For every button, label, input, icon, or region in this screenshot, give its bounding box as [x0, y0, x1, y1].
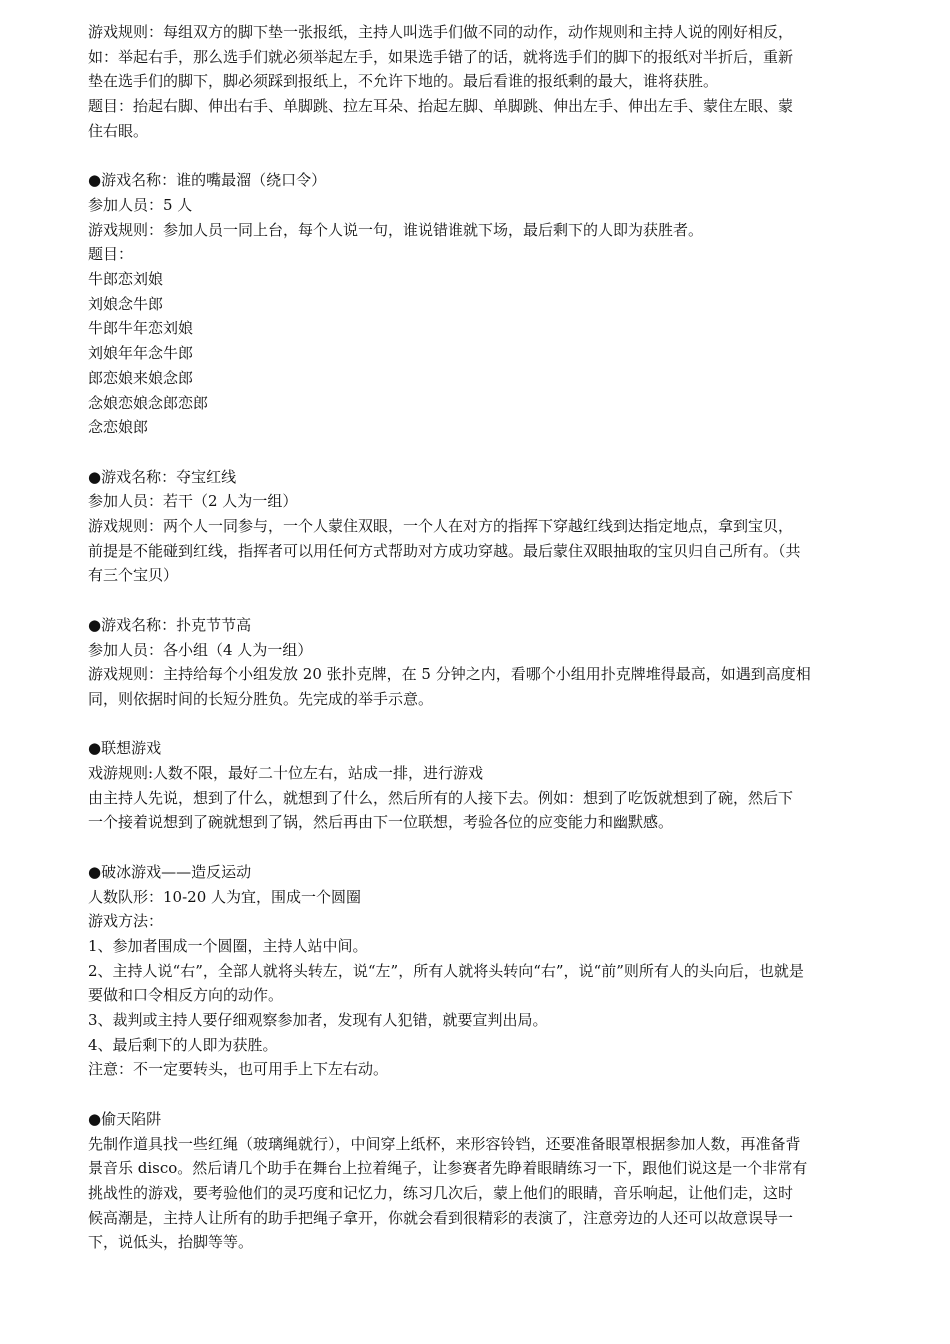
topic-label: 题目：: [88, 245, 134, 264]
intro-section: [88, 20, 878, 144]
twister-line: 牛郎牛年恋刘娘: [88, 319, 194, 338]
game-rule-line: 有三个宝贝）: [88, 566, 179, 585]
game-title: ●游戏名称：谁的嘴最溜（绕口令）: [88, 171, 327, 190]
twister-line: 念恋娘郎: [88, 418, 149, 437]
topic-line: 住右眼。: [88, 121, 149, 140]
method-step: 3、裁判或主持人要仔细观察参加者，发现有人犯错，就要宣判出局。: [88, 1011, 548, 1030]
topic-line: 题目：抬起右脚、伸出右手、单脚跳、拉左耳朵、抬起左脚、单脚跳、伸出左手、伸出左手、蒙住左眼、蒙: [88, 97, 794, 116]
method-step: 1、参加者围成一个圆圈，主持人站中间。: [88, 936, 368, 955]
game-title: ●偷天陷阱: [88, 1109, 162, 1128]
game-rule: 游戏规则：参加人员一同上台，每个人说一句，谁说错谁就下场，最后剩下的人即为获胜者。: [88, 220, 704, 239]
game-rule-line: 同，则依据时间的长短分胜负。先完成的举手示意。: [88, 689, 434, 708]
game-formation: 人数队形：10-20 人为宜，围成一个圆圈: [88, 887, 362, 906]
game-poker: [88, 613, 878, 712]
method-step: 4、最后剩下的人即为获胜。: [88, 1035, 278, 1054]
document-body: [88, 20, 878, 1255]
twister-line: 刘娘年年念牛郎: [88, 344, 194, 363]
game-desc-line: 景音乐 disco。然后请几个助手在舞台上拉着绳子，让参赛者先睁着眼睛练习一下，跟他们说这是一个非常有: [88, 1159, 808, 1178]
game-title: ●联想游戏: [88, 739, 162, 758]
game-association: [88, 736, 878, 835]
game-red-line: [88, 465, 878, 589]
rule-line: 游戏规则：每组双方的脚下垫一张报纸，主持人叫选手们做不同的动作，动作规则和主持人说的刚好相反，: [88, 23, 794, 41]
game-title: ●游戏名称：夺宝红线: [88, 467, 237, 486]
spacer: [88, 588, 878, 613]
game-rule-line: 前提是不能碰到红线，指挥者可以用任何方式帮助对方成功穿越。最后蒙住双眼抽取的宝贝归自己所有。（共: [88, 541, 801, 560]
game-players: 参加人员：5 人: [88, 195, 193, 214]
spacer: [88, 144, 878, 169]
method-step: 要做和口令相反方向的动作。: [88, 986, 284, 1005]
game-tongue-twister: [88, 168, 878, 440]
twister-line: 念娘恋娘念郎恋郎: [88, 393, 209, 412]
game-trap: [88, 1107, 878, 1255]
game-title: ●游戏名称：扑克节节高: [88, 615, 252, 634]
spacer: [88, 440, 878, 465]
game-desc-line: 候高潮是，主持人让所有的助手把绳子拿开，你就会看到很精彩的表演了，注意旁边的人还可以故意误导一: [88, 1208, 794, 1227]
game-rule: 戏游规则:人数不限，最好二十位左右，站成一排，进行游戏: [88, 764, 484, 783]
twister-line: 刘娘念牛郎: [88, 294, 164, 313]
game-desc-line: 先制作道具找一些红绳（玻璃绳就行），中间穿上纸杯，来形容铃铛，还要准备眼罩根据参加人数，再准备背: [88, 1134, 801, 1153]
game-title: ●破冰游戏——造反运动: [88, 862, 252, 881]
game-desc-line: 由主持人先说，想到了什么，就想到了什么，然后所有的人接下去。例如：想到了吃饭就想到了碗，然后下: [88, 788, 794, 807]
game-rule-line: 游戏规则：主持给每个小组发放 20 张扑克牌，在 5 分钟之内，看哪个小组用扑克牌堆得最高，如遇到高度相: [88, 665, 811, 684]
game-desc-line: 挑战性的游戏，要考验他们的灵巧度和记忆力，练习几次后，蒙上他们的眼睛，音乐响起，让他们走，这时: [88, 1183, 794, 1202]
game-icebreaker: [88, 860, 878, 1082]
game-players: 参加人员：若干（2 人为一组）: [88, 492, 298, 511]
rule-line: 如：举起右手，那么选手们就必须举起左手，如果选手错了的话，就将选手们的脚下的报纸对半折后，重新: [88, 47, 794, 66]
game-rule-line: 游戏规则：两个人一同参与，一个人蒙住双眼，一个人在对方的指挥下穿越红线到达指定地点，拿到宝贝，: [88, 517, 794, 536]
twister-line: 牛郎恋刘娘: [88, 270, 164, 289]
spacer: [88, 835, 878, 860]
game-desc-line: 下，说低头，抬脚等等。: [88, 1233, 254, 1252]
method-step: 2、主持人说“右”，全部人就将头转左，说“左”，所有人就将头转向“右”，说“前”则所有人的头向后，也就是: [88, 961, 804, 980]
rule-line: 垫在选手们的脚下，脚必须踩到报纸上，不允许下地的。最后看谁的报纸剩的最大，谁将获胜。: [88, 72, 719, 91]
spacer: [88, 712, 878, 737]
twister-line: 郎恋娘来娘念郎: [88, 368, 194, 387]
spacer: [88, 1082, 878, 1107]
game-desc-line: 一个接着说想到了碗就想到了锅，然后再由下一位联想，考验各位的应变能力和幽默感。: [88, 813, 674, 832]
game-players: 参加人员：各小组（4 人为一组）: [88, 640, 313, 659]
game-note: 注意：不一定要转头，也可用手上下左右动。: [88, 1060, 389, 1079]
method-label: 游戏方法：: [88, 912, 164, 931]
